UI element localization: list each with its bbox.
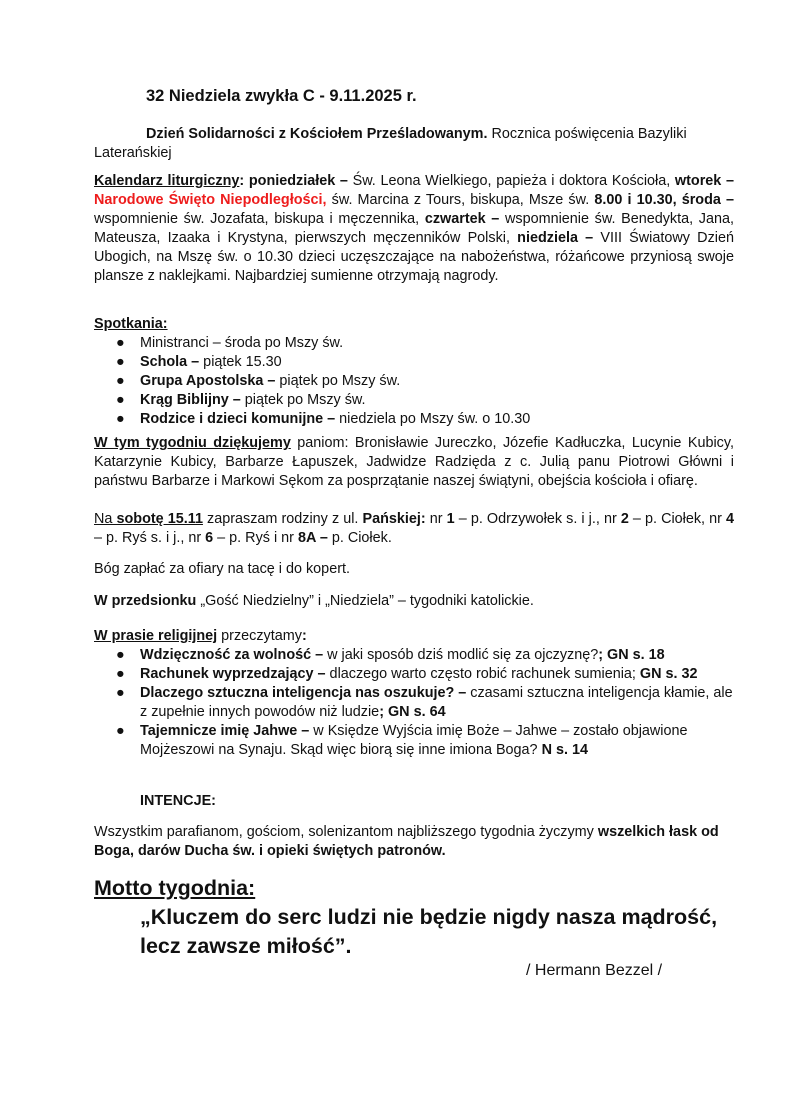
item-bold: Wdzięczność za wolność – (140, 647, 324, 663)
calendar-wednesday: środa – (681, 192, 734, 208)
press-label: W prasie religijnej (94, 628, 218, 644)
cleaning-street: Pańskiej: (362, 511, 426, 527)
calendar-monday-text: Św. Leona Wielkiego, papieża i doktora Kościoła, (347, 173, 675, 189)
wishes-bold: wszelkich łask od Boga, darów Ducha św. i opieki świętych patronów. (94, 824, 719, 859)
cleaning-text: – p. Ryś s. i j., nr (94, 530, 206, 546)
item-text: piątek po Mszy św. (275, 373, 401, 389)
item-text: piątek 15.30 (199, 354, 282, 370)
meetings-list (94, 334, 734, 429)
page-title: 32 Niedziela zwykła C - 9.11.2025 r. (146, 87, 417, 105)
cleaning-text: – p. Ciołek, nr (628, 511, 727, 527)
house-number: 1 (446, 511, 455, 527)
meetings-section (94, 315, 734, 429)
cleaning-text: – p. Odrzywołek s. i j., nr (454, 511, 621, 527)
list-item (94, 665, 734, 684)
item-ref: GN s. 32 (639, 666, 698, 682)
wishes-text: Wszystkim parafianom, gościom, solenizantom najbliższego tygodnia życzymy (94, 824, 598, 840)
list-item (94, 334, 734, 353)
house-number: 6 (205, 530, 214, 546)
bullet-icon: ● (116, 392, 125, 408)
calendar-thursday-text: wspomnienie św. Benedykta, Jana, Mateusza, Izaaka i Krystyna, pierwszych męczenników Polski, (94, 211, 735, 246)
list-item (94, 646, 734, 665)
item-ref: N s. 14 (541, 742, 588, 758)
calendar-sunday-text: VIII Światowy Dzień Ubogich, na Mszę św. o 10.30 dzieci uczęszczające na nabożeństwa, różańcowe przyniosą swoje plansze z naklejkami. Najbardziej sumienne otrzymają nagrody. (94, 230, 734, 284)
offering-paragraph: Bóg zapłać za ofiary na tacę i do kopert. (94, 561, 350, 577)
list-item (94, 722, 734, 760)
press-list (94, 646, 734, 760)
house-number: 2 (620, 511, 629, 527)
list-item (94, 684, 734, 722)
item-bold: Krąg Biblijny – (140, 392, 241, 408)
item-text: czasami sztuczna inteligencja kłamie, ale z zupełnie innych powodów niż ludzie (140, 685, 733, 720)
motto-heading: Motto tygodnia: (94, 876, 256, 900)
vestibule-bold: W przedsionku (94, 593, 197, 609)
item-text: dlaczego warto często robić rachunek sumienia; (325, 666, 640, 682)
item-bold: Schola – (140, 354, 200, 370)
bullet-icon: ● (116, 373, 125, 389)
house-number: 8A – (297, 530, 328, 546)
calendar-tuesday: wtorek – (674, 173, 734, 189)
calendar-holiday: Narodowe Święto Niepodległości, (94, 192, 327, 208)
item-bold: Rachunek wyprzedzający – (140, 666, 326, 682)
bullet-icon: ● (116, 647, 125, 663)
cleaning-text: zapraszam rodziny z ul. (202, 511, 363, 527)
cleaning-text: nr (425, 511, 447, 527)
bullet-icon: ● (116, 723, 125, 739)
motto-quote: „Kluczem do serc ludzi nie będzie nigdy nasza mądrość, lecz zawsze miłość”. (140, 905, 718, 958)
thanks-text: paniom: Bronisławie Jureczko, Józefie Kadłuczka, Lucynie Kubicy, Katarzynie Kubicy, Barbarze Łapuszek, Jadwidze Radzięda z c. Julią panu Piotrowi Główni i państwu Barbarze i Markowi Sękom za posprzątanie naszej świątyni, obejścia kościoła i ofiarę. (94, 435, 734, 489)
thanks-label: W tym tygodniu dziękujemy (94, 435, 291, 451)
calendar-monday: poniedziałek – (244, 173, 348, 189)
press-rest: przeczytamy (217, 628, 302, 644)
item-bold: Dlaczego sztuczna inteligencja nas oszukuje? – (140, 685, 467, 701)
calendar-tuesday-text: św. Marcina z Tours, biskupa, Msze św. (326, 192, 595, 208)
item-text: w jaki sposób dziś modlić się za ojczyznę? (323, 647, 599, 663)
list-item (94, 353, 734, 372)
list-item (94, 391, 734, 410)
item-text: w Księdze Wyjścia imię Boże – Jahwe – zostało objawione Mojżeszowi na Synaju. Skąd więc biorą się inne imiona Boga? (140, 723, 688, 758)
liturgical-calendar (94, 172, 734, 286)
calendar-thursday: czwartek – (424, 211, 500, 227)
cleaning-text: – p. Ryś i nr (213, 530, 298, 546)
list-item (94, 410, 734, 429)
item-ref: ; GN s. 64 (379, 704, 446, 720)
cleaning-date: sobotę 15.11 (116, 511, 203, 527)
calendar-mass-times: 8.00 i 10.30, (594, 192, 682, 208)
house-number: 4 (726, 511, 735, 527)
bullet-icon: ● (116, 411, 125, 427)
intentions-heading: INTENCJE: (140, 793, 216, 809)
wishes-paragraph (94, 823, 734, 861)
calendar-sunday: niedziela – (517, 230, 594, 246)
calendar-wednesday-text: wspomnienie św. Jozafata, biskupa i męczennika, (94, 211, 425, 227)
item-bold: Tajemnicze imię Jahwe – (140, 723, 310, 739)
bullet-icon: ● (116, 666, 125, 682)
thanks-paragraph (94, 434, 734, 491)
motto-author: / Hermann Bezzel / (526, 962, 663, 979)
press-colon: : (301, 628, 307, 644)
intro-paragraph (94, 125, 734, 163)
vestibule-text: „Gość Niedzielny” i „Niedziela” – tygodniki katolickie. (196, 593, 534, 609)
cleaning-paragraph (94, 510, 734, 548)
meetings-label: Spotkania: (94, 316, 168, 332)
item-text: piątek po Mszy św. (240, 392, 366, 408)
cleaning-na: Na (94, 511, 117, 527)
press-section (94, 627, 734, 760)
bullet-icon: ● (116, 685, 125, 701)
item-bold: Grupa Apostolska – (140, 373, 276, 389)
calendar-colon: : (239, 173, 245, 189)
cleaning-text: p. Ciołek. (327, 530, 392, 546)
intro-bold: Dzień Solidarności z Kościołem Prześladowanym. (146, 126, 488, 142)
bullet-icon: ● (116, 354, 125, 370)
vestibule-paragraph (94, 592, 734, 611)
item-bold: Rodzice i dzieci komunijne – (140, 411, 336, 427)
calendar-label: Kalendarz liturgiczny (94, 173, 240, 189)
list-item (94, 372, 734, 391)
item-ref: ; GN s. 18 (598, 647, 665, 663)
bullet-icon: ● (116, 335, 125, 351)
intro-rest: Rocznica poświęcenia Bazyliki Laterańskiej (94, 126, 687, 161)
item-text: Ministranci – środa po Mszy św. (140, 335, 344, 351)
press-heading (94, 627, 734, 646)
item-text: niedziela po Mszy św. o 10.30 (335, 411, 531, 427)
